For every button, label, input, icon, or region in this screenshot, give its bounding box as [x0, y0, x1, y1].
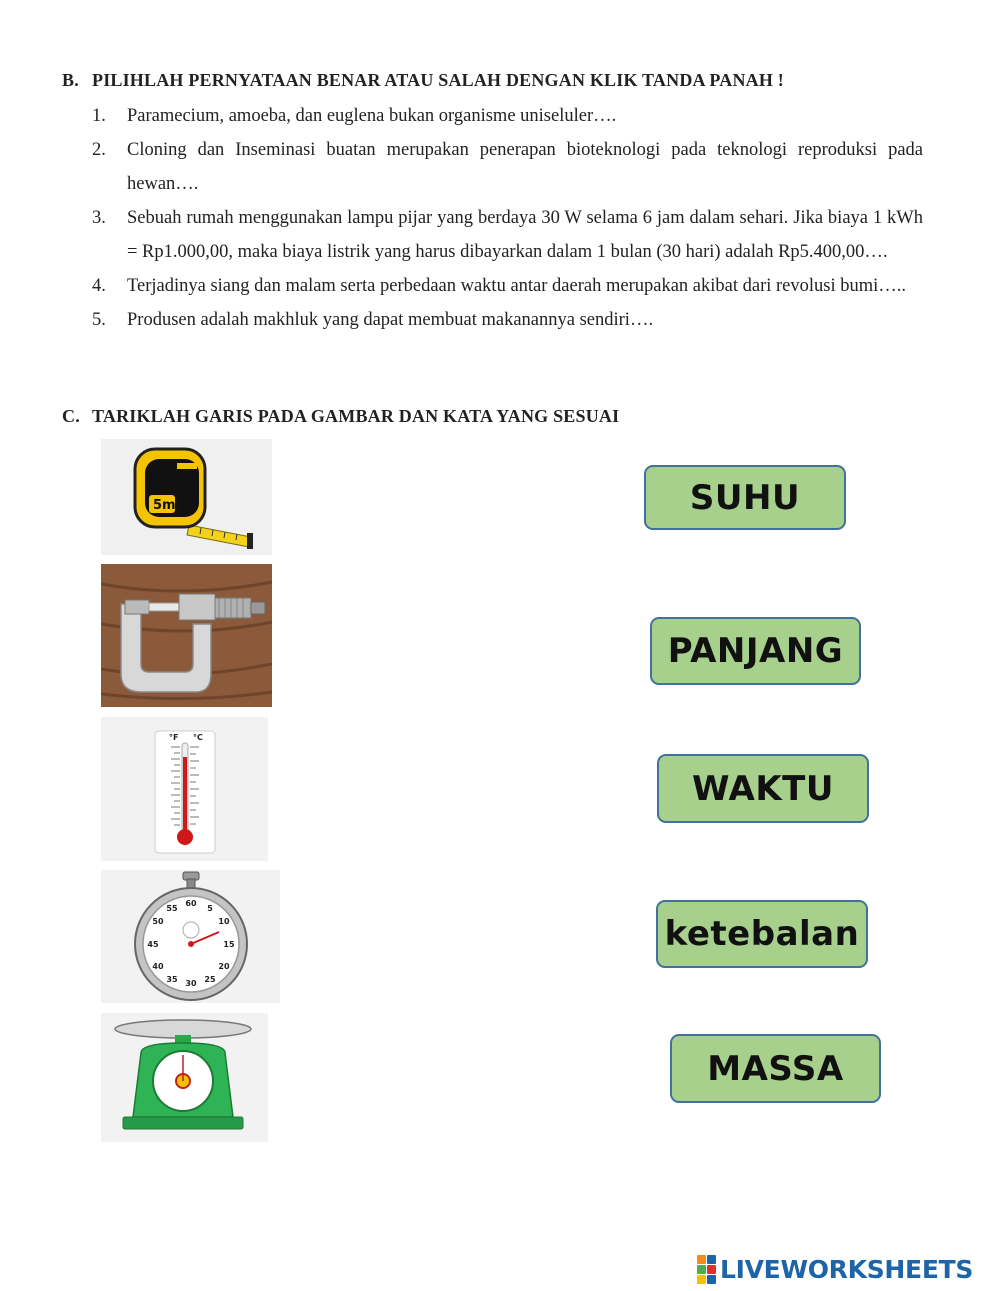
dial-number: 45 — [147, 940, 159, 949]
answer-box-waktu[interactable]: WAKTU — [657, 754, 869, 823]
section-c-label: C. — [62, 406, 80, 426]
dial-number: 30 — [185, 979, 197, 988]
liveworksheets-logo-icon — [697, 1255, 716, 1284]
statement-number: 5. — [92, 310, 106, 330]
statement-number: 3. — [92, 208, 106, 228]
statement-item — [92, 303, 923, 337]
section-b-label: B. — [62, 70, 79, 90]
brand-name: LIVEWORKSHEETS — [720, 1255, 974, 1284]
statement-text: Paramecium, amoeba, dan euglena bukan organisme uniseluler…. — [127, 106, 617, 126]
statement-text: Terjadinya siang dan malam serta perbedaan waktu antar daerah merupakan akibat dari revolusi bumi….. — [127, 276, 906, 296]
answer-box-ketebalan[interactable]: ketebalan — [656, 900, 868, 968]
dial-number: 60 — [185, 899, 197, 908]
answer-box-panjang[interactable]: PANJANG — [650, 617, 861, 685]
dial-number: 55 — [166, 904, 178, 913]
dial-number: 10 — [218, 917, 230, 926]
section-c-title — [62, 406, 619, 427]
statement-item — [92, 269, 923, 303]
weighing-scale-image[interactable] — [101, 1013, 268, 1142]
statement-item — [92, 201, 923, 269]
statement-item — [92, 133, 923, 201]
section-b-title — [62, 70, 784, 91]
answer-box-massa[interactable]: MASSA — [670, 1034, 881, 1103]
statement-text: Sebuah rumah menggunakan lampu pijar yang berdaya 30 W selama 6 jam dalam sehari. Jika biaya 1 kWh = Rp1.000,00, maka biaya listrik yang harus dibayarkan dalam 1 bulan (30 hari) adalah Rp5.400,00…. — [127, 208, 923, 262]
thermometer-unit-c: °C — [193, 733, 203, 742]
section-b-heading: PILIHLAH PERNYATAAN BENAR ATAU SALAH DENGAN KLIK TANDA PANAH ! — [92, 70, 784, 90]
statement-text: Produsen adalah makhluk yang dapat membuat makanannya sendiri…. — [127, 310, 654, 330]
dial-number: 25 — [204, 975, 216, 984]
statement-list — [92, 99, 923, 337]
dial-number: 50 — [152, 917, 164, 926]
section-c-heading: TARIKLAH GARIS PADA GAMBAR DAN KATA YANG SESUAI — [92, 406, 620, 426]
thermometer-image[interactable] — [101, 717, 268, 861]
liveworksheets-brand — [697, 1255, 973, 1284]
statement-text: Cloning dan Inseminasi buatan merupakan penerapan bioteknologi pada teknologi reproduksi pada hewan…. — [127, 140, 923, 194]
dial-number: 35 — [166, 975, 178, 984]
dial-number: 15 — [223, 940, 235, 949]
statement-number: 1. — [92, 106, 106, 126]
tape-measure-label: 5m — [153, 498, 176, 513]
dial-number: 20 — [218, 962, 230, 971]
answer-box-suhu[interactable]: SUHU — [644, 465, 846, 530]
dial-number: 40 — [152, 962, 164, 971]
dial-number: 5 — [207, 904, 213, 913]
tape-measure-image[interactable] — [101, 439, 272, 555]
stopwatch-image[interactable] — [101, 870, 280, 1003]
statement-number: 2. — [92, 140, 106, 160]
micrometer-image[interactable] — [101, 564, 272, 707]
statement-number: 4. — [92, 276, 106, 296]
statement-item — [92, 99, 923, 133]
thermometer-unit-f: °F — [169, 733, 179, 742]
